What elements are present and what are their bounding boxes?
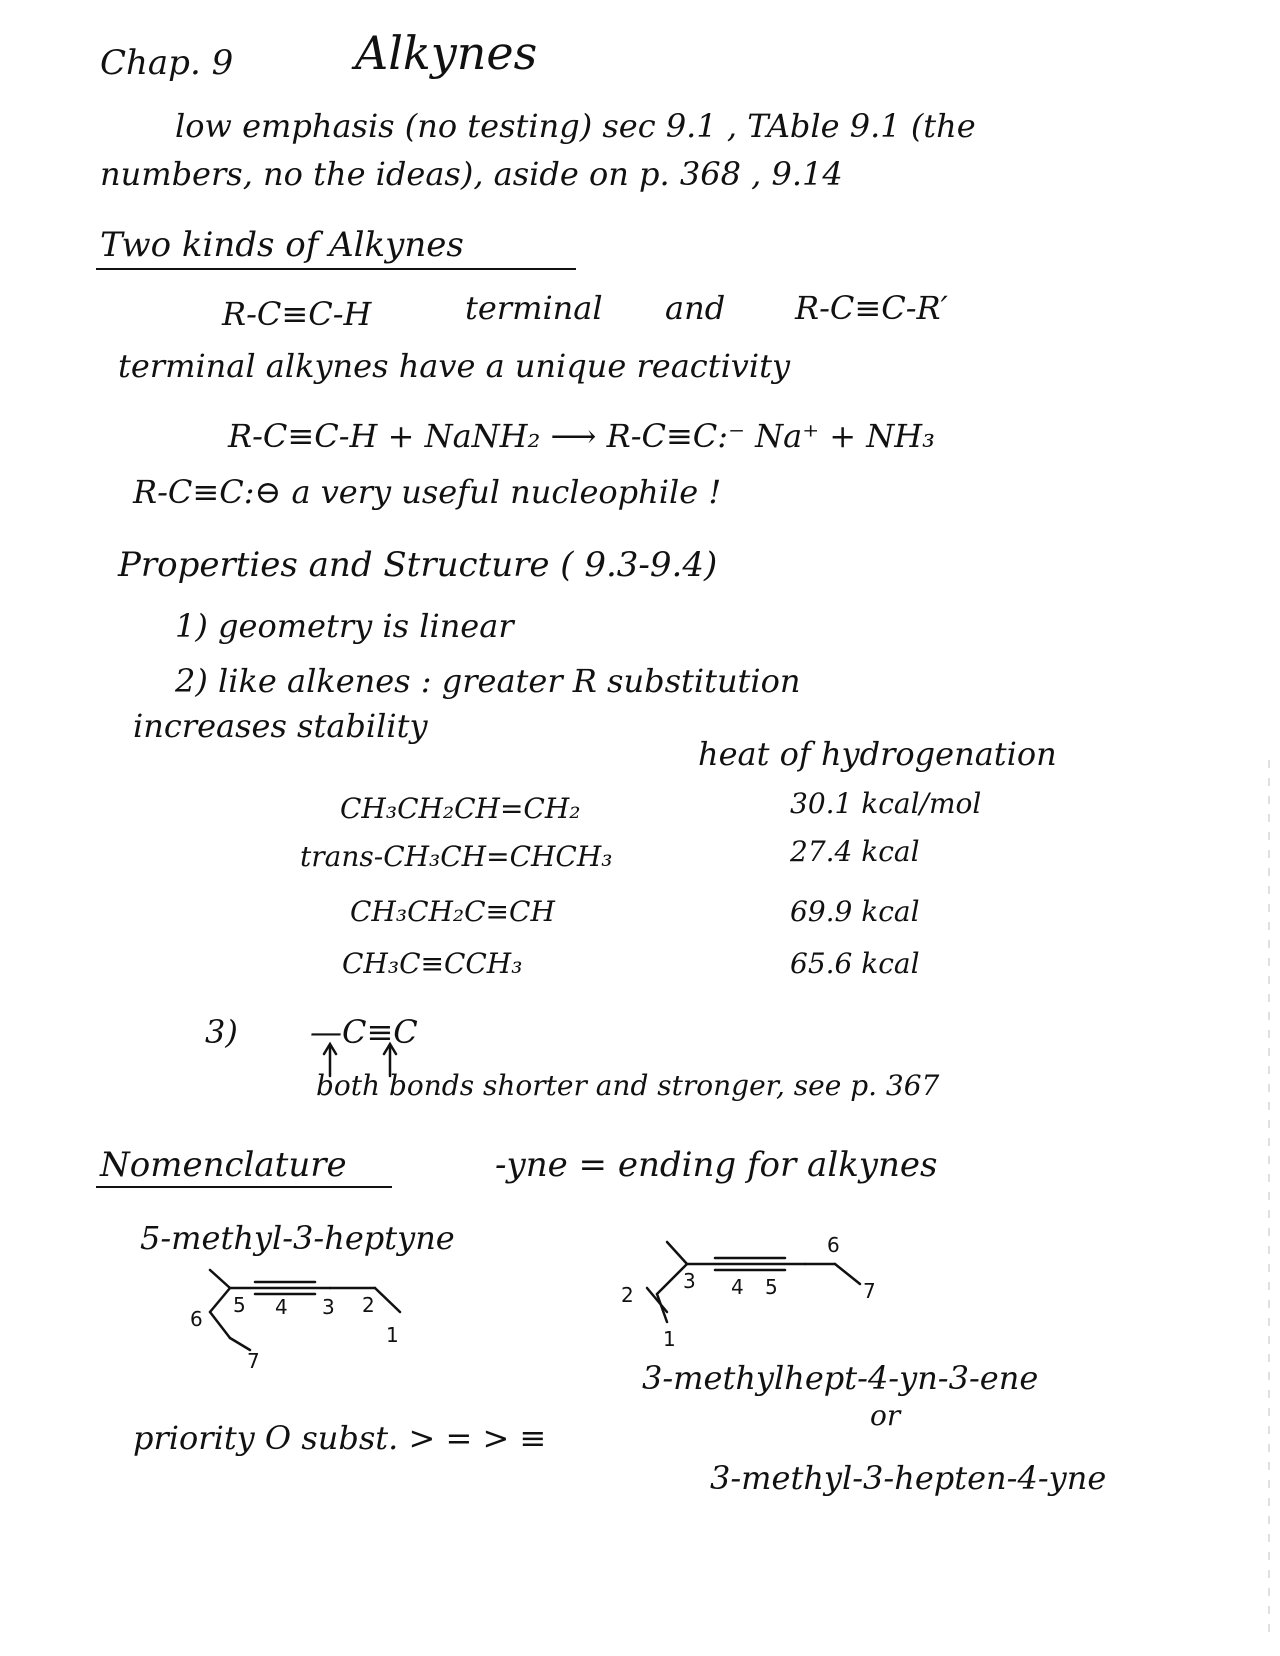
table-row-value: 65.6 kcal: [790, 947, 920, 980]
locant: 6: [190, 1307, 203, 1331]
example-2-name-a: 3-methylhept-4-yn-3-ene: [642, 1359, 1039, 1397]
property-item-1: 1) geometry is linear: [175, 607, 514, 645]
table-row-value: 69.9 kcal: [790, 895, 920, 928]
heading-underline: [96, 268, 576, 270]
locant: 4: [731, 1275, 744, 1299]
example-2-name-b: 3-methyl-3-hepten-4-yne: [710, 1459, 1107, 1497]
property-item-3-note: both bonds shorter and stronger, see p. 367: [316, 1069, 940, 1102]
table-row-compound: CH₃C≡CCH₃: [342, 947, 523, 980]
table-row-compound: CH₃CH₂C≡CH: [350, 895, 555, 928]
nucleophile-note: R-C≡C:⊖ a very useful nucleophile !: [133, 473, 722, 511]
priority-rule: priority O subst. > = > ≡: [133, 1419, 547, 1457]
locant: 1: [663, 1327, 676, 1351]
chapter-title: Alkynes: [355, 26, 538, 80]
terminal-reactivity-note: terminal alkynes have a unique reactivity: [118, 347, 791, 385]
section-heading-nomenclature: Nomenclature: [100, 1145, 347, 1185]
locant: 6: [827, 1233, 840, 1257]
table-row-compound: trans-CH₃CH=CHCH₃: [300, 840, 613, 873]
locant: 3: [683, 1269, 696, 1293]
locant: 5: [233, 1293, 246, 1317]
and-label: and: [665, 289, 726, 327]
section-heading-two-kinds: Two kinds of Alkynes: [100, 225, 464, 265]
locant: 2: [621, 1283, 634, 1307]
terminal-alkyne-formula: R-C≡C-H: [222, 295, 372, 333]
internal-alkyne-formula: R-C≡C-R′: [795, 289, 948, 327]
section-heading-properties: Properties and Structure ( 9.3-9.4): [118, 545, 718, 585]
property-item-2: 2) like alkenes : greater R substitution: [175, 662, 801, 700]
intro-line-1: low emphasis (no testing) sec 9.1 , TAble 9.1 (the: [175, 107, 976, 145]
deprotonation-reaction: R-C≡C-H + NaNH₂ ⟶ R-C≡C:⁻ Na⁺ + NH₃: [228, 417, 935, 455]
yne-ending-rule: -yne = ending for alkynes: [495, 1145, 938, 1185]
scan-edge-artifact: [1268, 760, 1270, 1640]
intro-line-2: numbers, no the ideas), aside on p. 368 , 9.14: [100, 155, 843, 193]
table-row-value: 27.4 kcal: [790, 835, 920, 868]
locant: 2: [362, 1293, 375, 1317]
structure-3-methylhept-4-yn-3-ene: [605, 1222, 895, 1352]
structure-5-methyl-3-heptyne: [190, 1260, 430, 1375]
locant: 3: [322, 1295, 335, 1319]
heat-of-hydrogenation-header: heat of hydrogenation: [698, 735, 1057, 773]
example-2-or: or: [870, 1399, 901, 1432]
locant: 7: [247, 1349, 260, 1373]
property-item-2-continued: increases stability: [133, 707, 428, 745]
terminal-label: terminal: [465, 289, 603, 327]
locant: 7: [863, 1279, 876, 1303]
heading-underline: [96, 1186, 392, 1188]
locant: 4: [275, 1295, 288, 1319]
table-row-value: 30.1 kcal/mol: [790, 787, 982, 820]
locant: 1: [386, 1323, 399, 1347]
chapter-label: Chap. 9: [100, 43, 234, 83]
property-item-3-formula: —C≡C: [310, 1013, 418, 1051]
locant: 5: [765, 1275, 778, 1299]
table-row-compound: CH₃CH₂CH=CH₂: [340, 792, 581, 825]
property-item-3-number: 3): [205, 1013, 238, 1051]
example-1-name: 5-methyl-3-heptyne: [140, 1219, 455, 1257]
